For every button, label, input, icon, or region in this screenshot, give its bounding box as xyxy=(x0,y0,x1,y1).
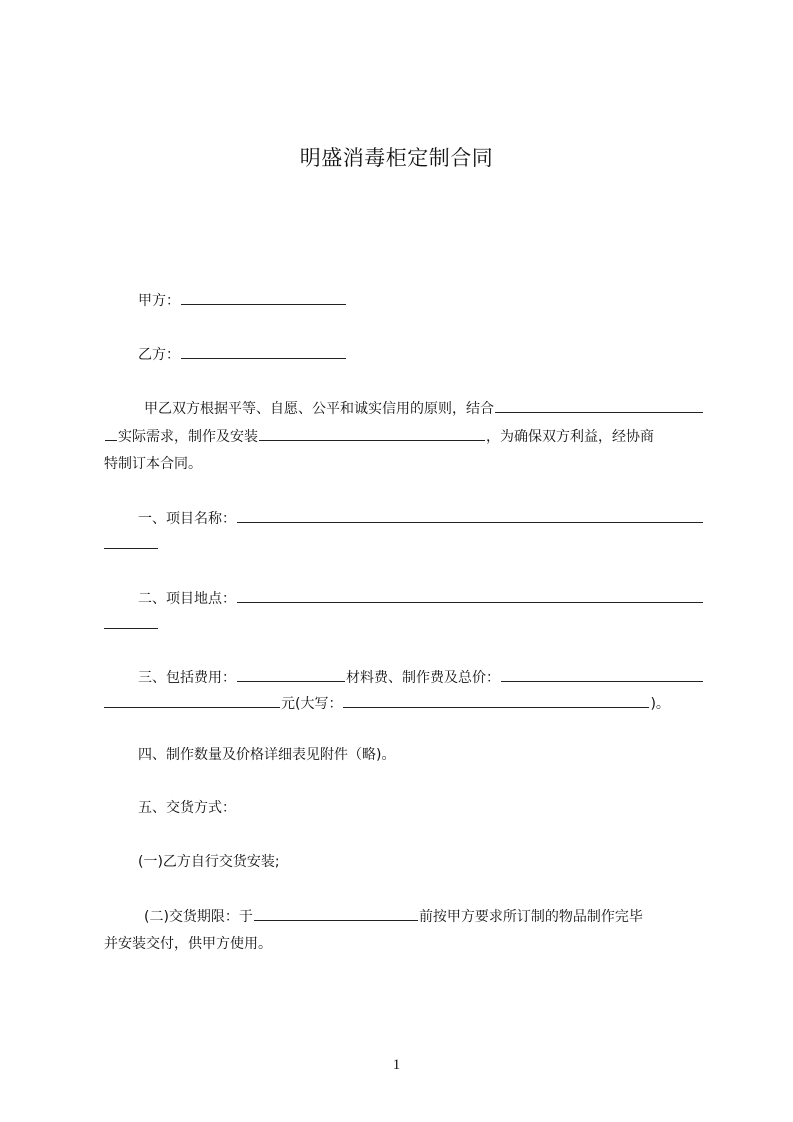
intro-text-2: 实际需求，制作及安装 xyxy=(118,429,258,445)
item5-1-line: (一)乙方自行交货安装; xyxy=(138,854,280,870)
item1-label: 一、项目名称： xyxy=(138,511,236,527)
party-b-blank[interactable] xyxy=(181,344,346,359)
item3-end: )。 xyxy=(650,696,670,712)
party-a-line xyxy=(104,290,704,311)
item5-2-text-1: (二)交货期限：于 xyxy=(144,909,253,925)
item3-line-cont xyxy=(104,693,704,714)
item1-line xyxy=(104,508,704,529)
item3-blank-2-cont[interactable] xyxy=(104,693,280,708)
item3-blank-2[interactable] xyxy=(501,667,703,682)
item3-mid: 材料费、制作费及总价： xyxy=(346,670,500,686)
intro-text-3: ，为确保双方利益，经协商 xyxy=(486,429,654,445)
item4-line: 四、制作数量及价格详细表见附件（略)。 xyxy=(138,747,396,763)
intro-line-1 xyxy=(104,398,704,419)
item2-line-cont xyxy=(104,614,704,635)
item3-blank-1[interactable] xyxy=(237,667,345,682)
item5-2-line xyxy=(104,906,704,927)
party-b-line xyxy=(104,344,704,365)
item1-line-cont xyxy=(104,534,704,555)
party-a-blank[interactable] xyxy=(181,290,346,305)
intro-line-2 xyxy=(104,426,704,447)
page-number: 1 xyxy=(392,1057,401,1073)
intro-text-1: 甲乙双方根据平等、自愿、公平和诚实信用的原则，结合 xyxy=(144,401,494,417)
item5-2-text-2: 前按甲方要求所订制的物品制作完毕 xyxy=(418,909,643,925)
intro-line-3: 特制订本合同。 xyxy=(104,456,202,472)
item3-blank-capital[interactable] xyxy=(343,693,649,708)
item5-2-line-cont: 并安装交付，供甲方使用。 xyxy=(104,936,272,952)
document-title: 明盛消毒柜定制合同 xyxy=(299,146,494,170)
item2-line xyxy=(104,588,704,609)
item2-label: 二、项目地点： xyxy=(138,591,236,607)
item1-blank[interactable] xyxy=(237,508,703,523)
item3-line xyxy=(104,667,704,688)
intro-blank-2[interactable] xyxy=(259,426,485,441)
item3-yuan: 元(大写： xyxy=(281,696,343,712)
item1-blank-cont[interactable] xyxy=(104,534,158,549)
item5-2-blank[interactable] xyxy=(254,906,418,921)
party-a-label: 甲方： xyxy=(138,293,180,309)
item5-line: 五、交货方式： xyxy=(138,800,236,816)
item2-blank-cont[interactable] xyxy=(104,614,158,629)
intro-blank-1[interactable] xyxy=(495,398,703,413)
item3-label: 三、包括费用： xyxy=(138,670,236,686)
party-b-label: 乙方： xyxy=(138,347,180,363)
intro-blank-1-cont[interactable] xyxy=(105,426,117,441)
item2-blank[interactable] xyxy=(237,588,703,603)
